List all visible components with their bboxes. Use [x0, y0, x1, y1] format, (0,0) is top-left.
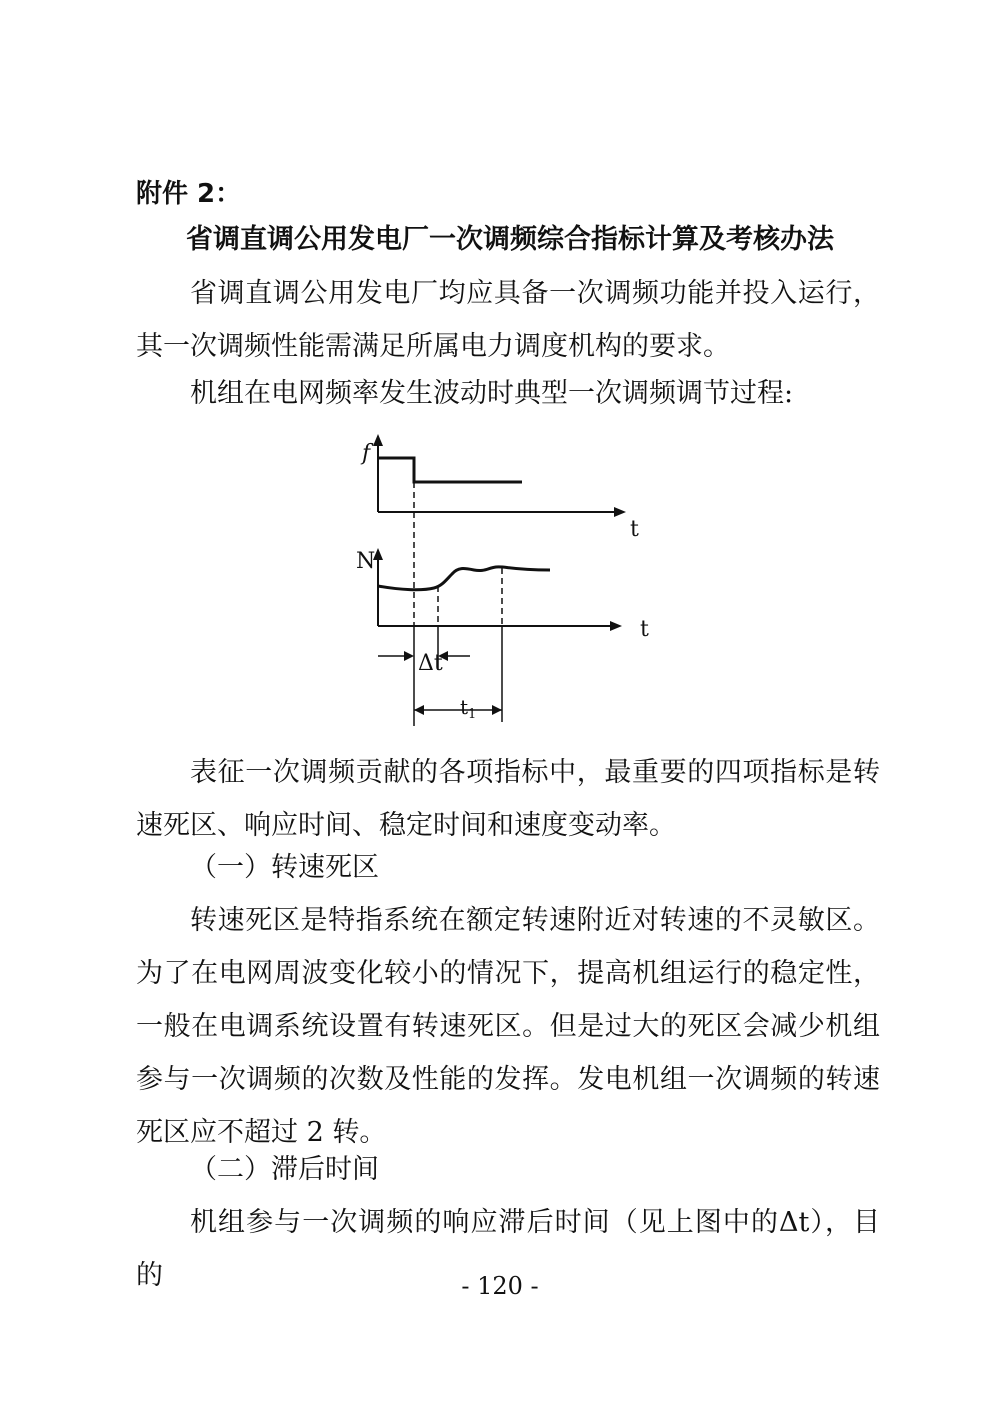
- t1-main: t: [460, 695, 469, 719]
- delta-t-label: Δt: [418, 651, 443, 676]
- t1-subscript: 1: [468, 707, 477, 722]
- bottom-x-arrow-icon: [610, 621, 622, 631]
- power-response-curve: [378, 567, 550, 590]
- t1-right-arrow-icon: [492, 705, 502, 715]
- indicators-paragraph: 表征一次调频贡献的各项指标中，最重要的四项指标是转速死区、响应时间、稳定时间和速度变动率。: [136, 757, 880, 841]
- lag-time-paragraph: 机组参与一次调频的响应滞后时间（见上图中的Δt），目的: [136, 1207, 880, 1291]
- t1-left-arrow-icon: [414, 705, 424, 715]
- delta-left-arrow-icon: [404, 651, 414, 661]
- deadband-paragraph: 转速死区是特指系统在额定转速附近对转速的不灵敏区。为了在电网周波变化较小的情况下，提高机组运行的稳定性，一般在电调系统设置有转速死区。但是过大的死区会减少机组参与一次调频的次数及性能的发挥。发电机组一次调频的转速死区应不超过 2 转。: [136, 905, 880, 1148]
- section-heading-1: （一）转速死区: [190, 852, 379, 883]
- process-lead-paragraph: 机组在电网频率发生波动时典型一次调频调节过程:: [190, 378, 794, 409]
- top-y-arrow-icon: [373, 434, 383, 446]
- bottom-y-label: N: [356, 549, 376, 574]
- top-y-label: f: [362, 441, 371, 466]
- top-x-arrow-icon: [614, 507, 626, 517]
- page-number: - 120 -: [461, 1272, 539, 1300]
- section-heading-2: （二）滞后时间: [190, 1154, 379, 1185]
- frequency-step-curve: [378, 458, 522, 482]
- document-title: 省调直调公用发电厂一次调频综合指标计算及考核办法: [186, 224, 834, 255]
- top-x-label: t: [630, 517, 639, 542]
- regulation-diagram: [350, 430, 670, 730]
- bottom-x-label: t: [640, 617, 649, 642]
- regulation-process-figure: [350, 430, 670, 730]
- intro-paragraph: 省调直调公用发电厂均应具备一次调频功能并投入运行，其一次调频性能需满足所属电力调度机构的要求。: [136, 278, 880, 362]
- t1-label: [460, 695, 476, 722]
- annex-label: 附件 2：: [136, 179, 242, 209]
